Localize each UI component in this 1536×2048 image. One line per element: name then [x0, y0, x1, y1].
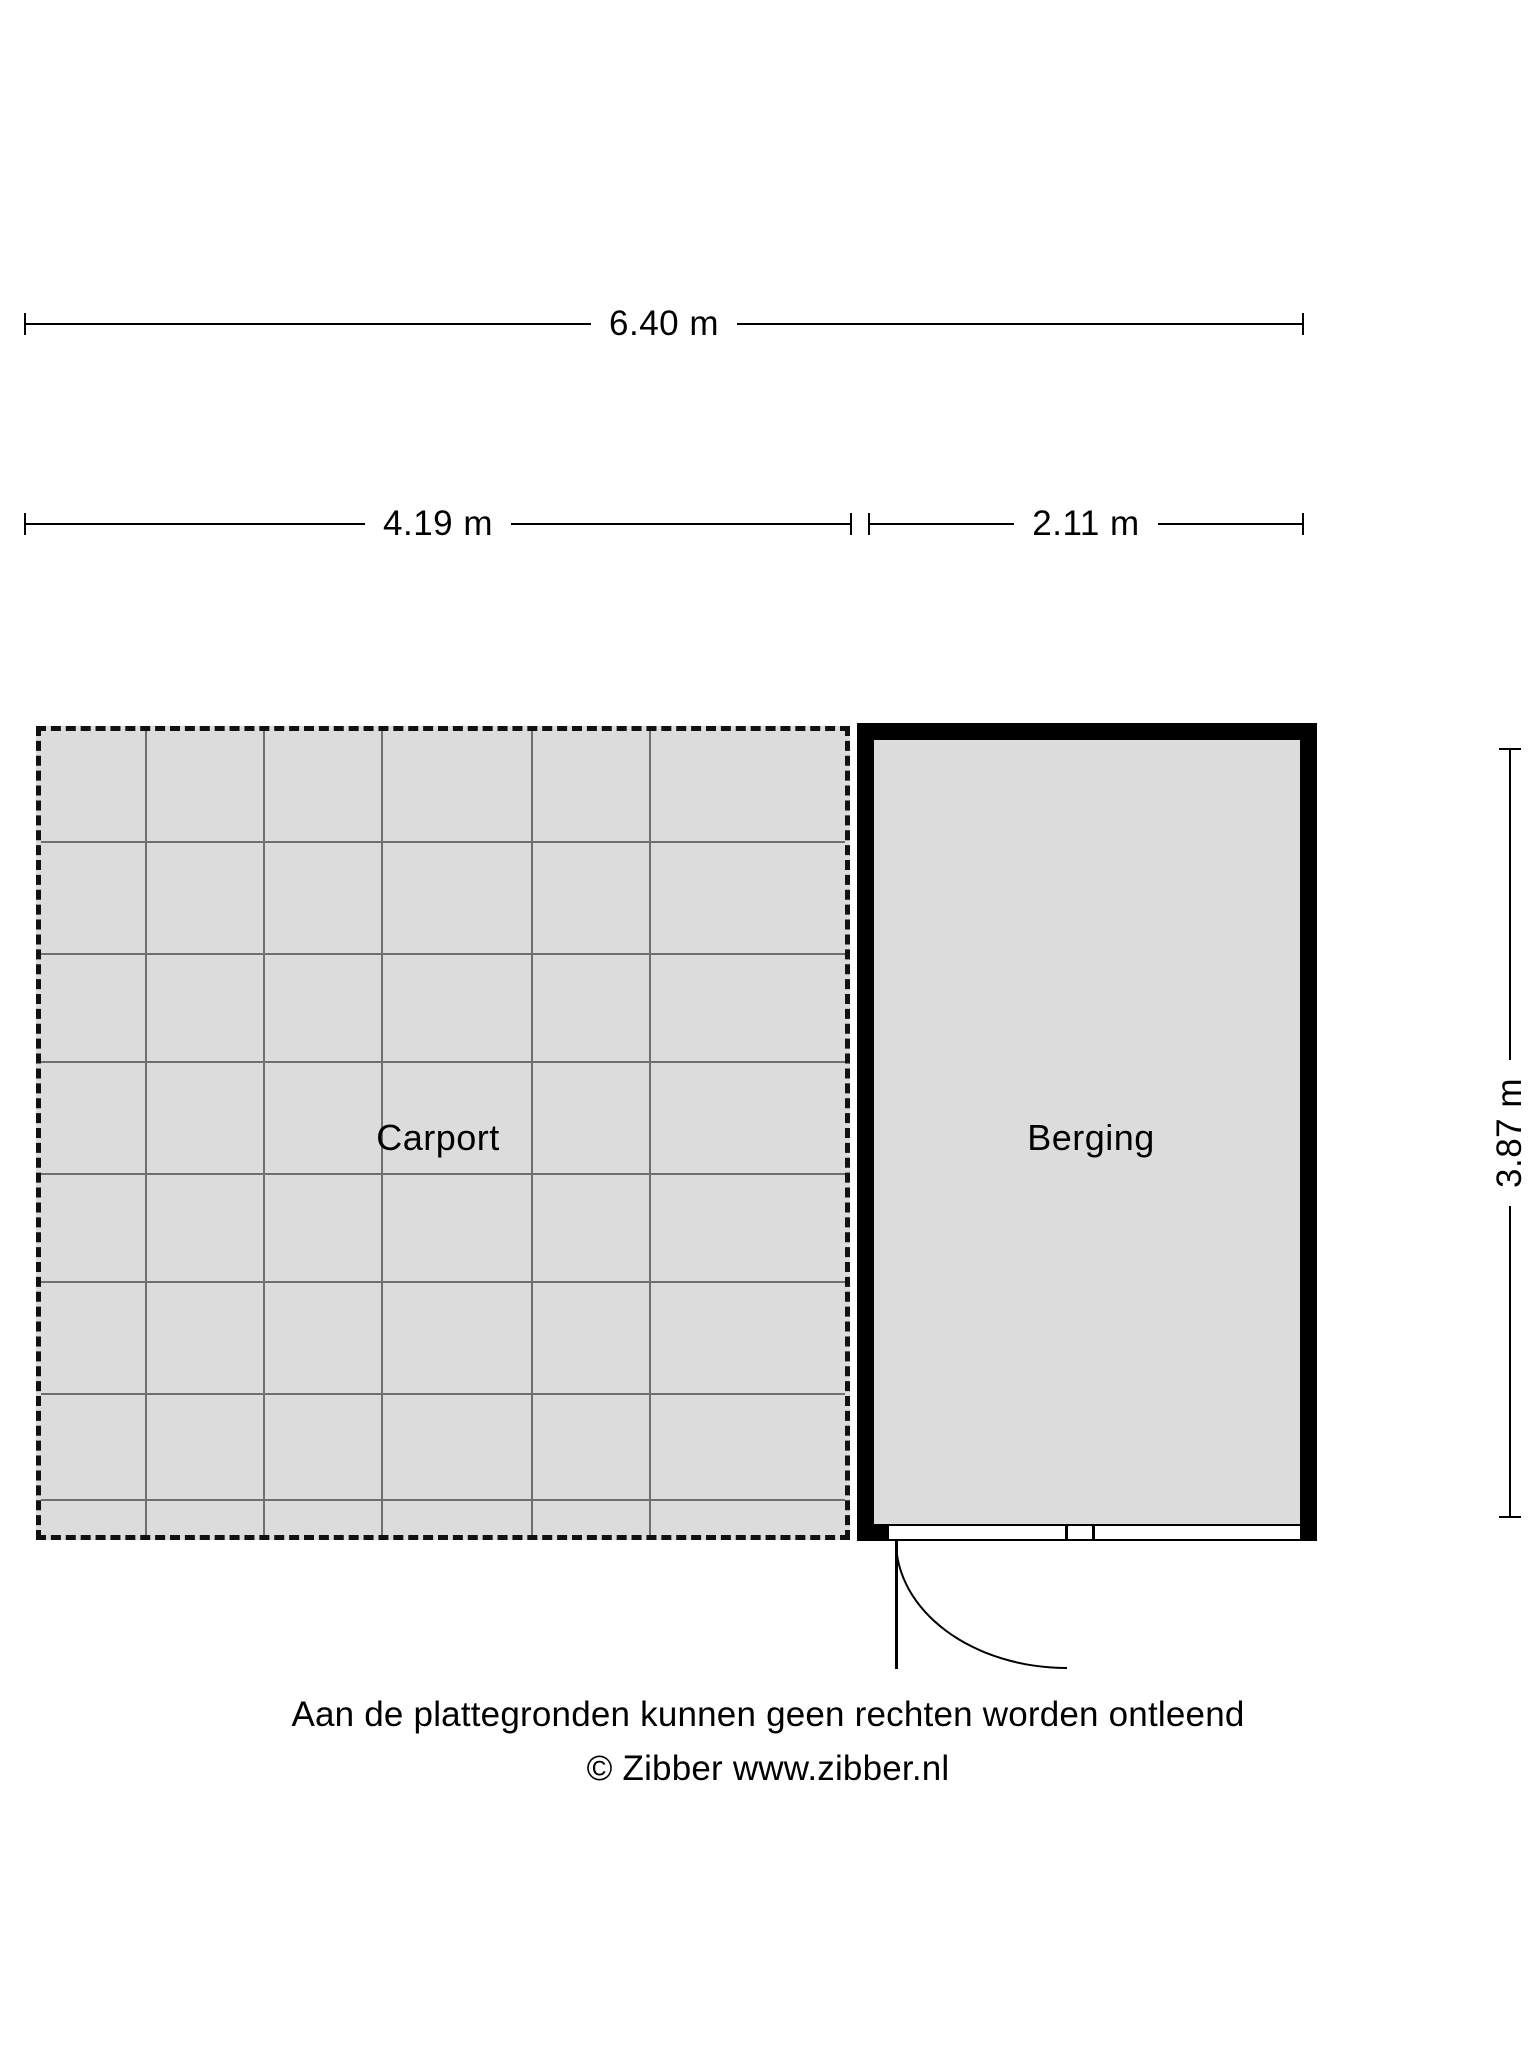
dimension-tick-left [24, 313, 26, 335]
dimension-height-label: 3.87 m [1490, 1060, 1530, 1206]
dimension-carport-width [24, 504, 852, 544]
dimension-tick-left [868, 513, 870, 535]
dimension-tick-right [850, 513, 852, 535]
door-swing-arc [895, 1541, 1067, 1669]
door-frame-mullion [1092, 1526, 1095, 1539]
dimension-tick-bottom [1499, 1516, 1521, 1518]
dimension-total-width-label: 6.40 m [591, 304, 737, 344]
room-label-carport: Carport [376, 1117, 500, 1158]
dimension-total-width [24, 304, 1304, 344]
dimension-tick-left [24, 513, 26, 535]
dimension-berging-width [868, 504, 1304, 544]
footer-copyright: © Zibber www.zibber.nl [586, 1749, 950, 1788]
room-label-berging: Berging [1027, 1117, 1155, 1158]
footer-disclaimer: Aan de plattegronden kunnen geen rechten worden ontleend [291, 1695, 1245, 1734]
door-opening [889, 1524, 1300, 1541]
dimension-tick-right [1302, 513, 1304, 535]
dimension-berging-width-label: 2.11 m [1014, 504, 1157, 544]
dimension-tick-top [1499, 748, 1521, 750]
door-frame-mullion [1065, 1526, 1068, 1539]
dimension-tick-right [1302, 313, 1304, 335]
dimension-carport-width-label: 4.19 m [365, 504, 511, 544]
dimension-height [1490, 748, 1530, 1518]
